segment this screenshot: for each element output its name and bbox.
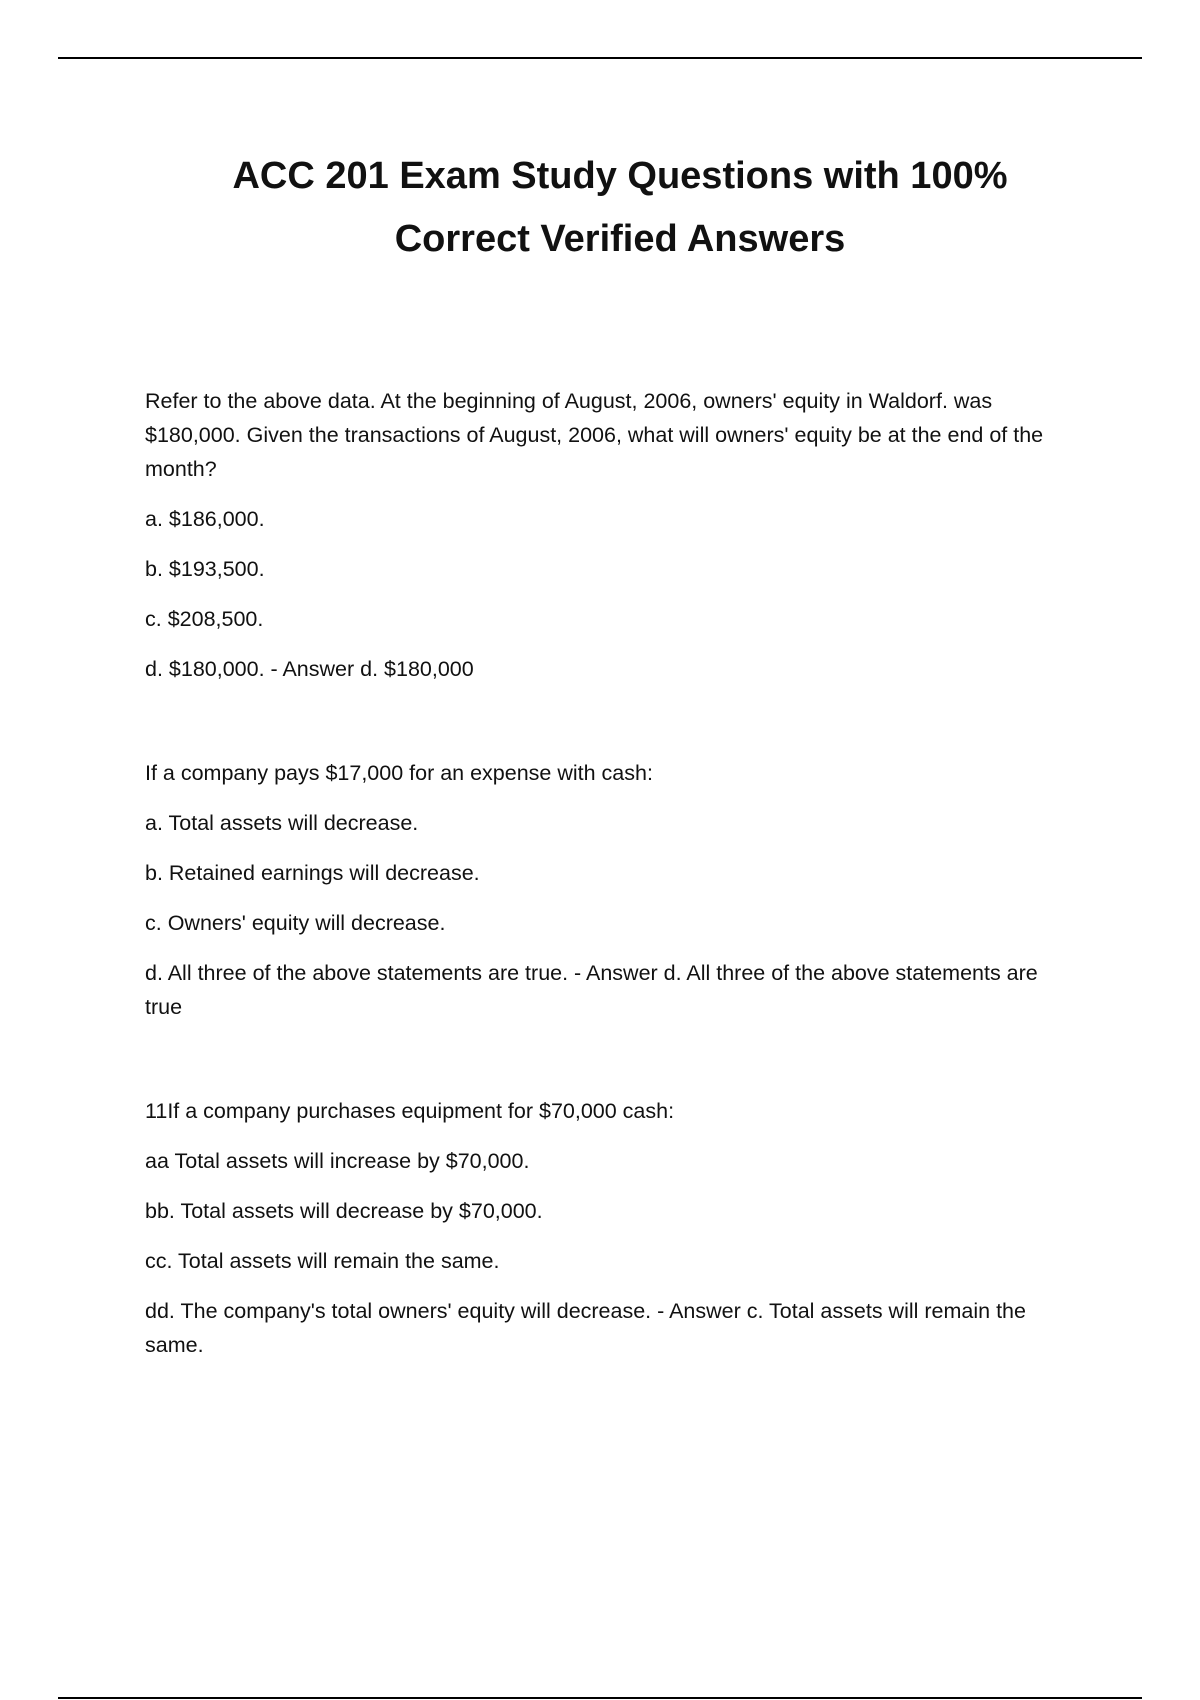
header-rule — [58, 57, 1142, 59]
document-title-line-1: ACC 201 Exam Study Questions with 100% — [232, 155, 1008, 197]
question-1-option-d-answer: d. $180,000. - Answer d. $180,000 — [145, 657, 474, 681]
question-2-stem: If a company pays $17,000 for an expense with cash: — [145, 761, 653, 785]
question-2-option-d-answer: d. All three of the above statements are true. - Answer d. All three of the above statements are true — [145, 961, 1038, 1019]
question-2-option-c: c. Owners' equity will decrease. — [145, 911, 446, 935]
question-1-option-a: a. $186,000. — [145, 507, 265, 531]
question-list — [145, 384, 1065, 1362]
document-title — [160, 145, 1080, 271]
question-2 — [145, 756, 1065, 1024]
question-3-option-cc: cc. Total assets will remain the same. — [145, 1249, 500, 1273]
question-2-option-b: b. Retained earnings will decrease. — [145, 861, 480, 885]
question-2-option-a: a. Total assets will decrease. — [145, 811, 419, 835]
question-1-option-c: c. $208,500. — [145, 607, 264, 631]
document-title-line-2: Correct Verified Answers — [394, 218, 846, 260]
question-1-stem: Refer to the above data. At the beginning of August, 2006, owners' equity in Waldorf. was $180,000. Given the transactions of August, 2006, what will owners' equity be at the end of the month? — [145, 389, 1044, 481]
question-3-option-dd-answer: dd. The company's total owners' equity will decrease. - Answer c. Total assets will remain the same. — [145, 1299, 1026, 1357]
question-3-option-aa: aa Total assets will increase by $70,000. — [145, 1149, 530, 1173]
question-1-option-b: b. $193,500. — [145, 557, 265, 581]
question-3-stem: 11If a company purchases equipment for $70,000 cash: — [145, 1099, 675, 1123]
question-3-option-bb: bb. Total assets will decrease by $70,000. — [145, 1199, 543, 1223]
question-3 — [145, 1094, 1065, 1362]
footer-rule — [58, 1697, 1142, 1699]
question-1 — [145, 384, 1065, 686]
